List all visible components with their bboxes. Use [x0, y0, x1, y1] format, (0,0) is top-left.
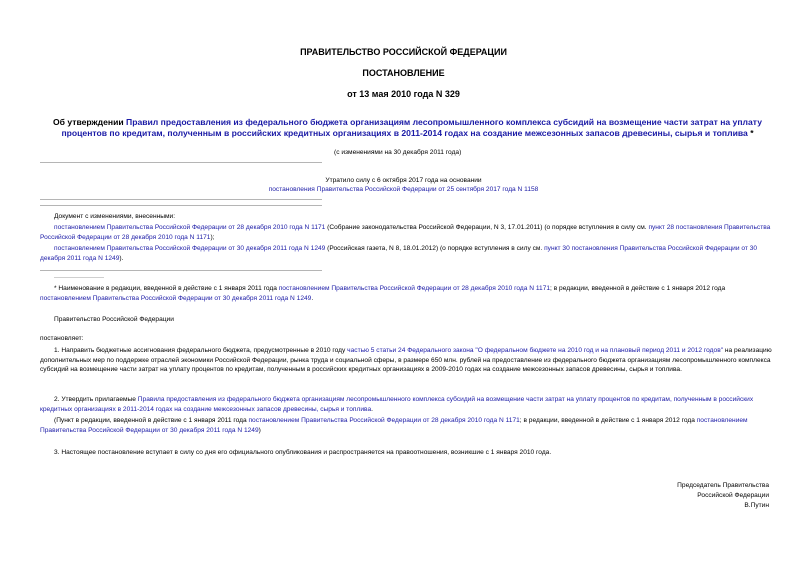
- footnote-1249-link[interactable]: постановлением Правительства Российской Федерации от 30 декабря 2011 года N 1249: [40, 294, 312, 302]
- paragraph-2-note: (Пункт в редакции, введенной в действие с 1 января 2011 года постановлением Правительства Российской Федерации от 28 декабря 2010 года N 1171; в редакции, введенной в действие с 1 января 2012 года постановлением Правительства Российской Федерации от 30 декабря 2011 года N 1249): [40, 417, 748, 434]
- signature-name: В.Путин: [744, 502, 769, 509]
- rules-link[interactable]: Правила предоставления из федерального бюджета организациям лесопромышленного комплекса субсидий на возмещение части затрат на уплату процентов по кредитам, полученным в российских кредитных организациях в 2011-2014 годах на создание межсезонных запасов древесины, сырья и топлива: [40, 396, 754, 413]
- p2-1249-link[interactable]: постановлением Правительства Российской Федерации от 30 декабря 2011 года N 1249: [40, 417, 748, 434]
- issuer: Правительство Российской Федерации: [54, 316, 174, 323]
- document-title: [40, 117, 775, 139]
- change-1171-link[interactable]: постановлением Правительства Российской Федерации от 28 декабря 2010 года N 1171: [54, 224, 326, 231]
- change-1171-clause-link[interactable]: пункт 28 постановления Правительства Российской Федерации от 28 декабря 2010 года N 1171: [40, 224, 771, 241]
- signature-title: Председатель Правительства: [677, 482, 769, 489]
- changes-item-1: постановлением Правительства Российской Федерации от 28 декабря 2010 года N 1171 (Собрание законодательства Российской Федерации, N 3, 17.01.2011) (о порядке вступления в силу см. пункт 28 постановления Правительства Российской Федерации от 28 декабря 2010 года N 1171);: [40, 224, 771, 241]
- paragraph-1: 1. Направить бюджетные ассигнования федерального бюджета, предусмотренные в 2010 году частью 5 статьи 24 Федерального закона "О федеральном бюджете на 2010 год и на плановый период 2011 и 2012 годов" на реализацию дополнительных мер по поддержке отраслей экономики Российской Федерации, рынка труда и социальной сферы, в размере 650 млн. рублей на предоставление из федерального бюджета организациям лесопромышленного комплекса субсидий на возмещение части затрат на уплату процентов по кредитам, полученным в российских кредитных организациях в 2009-2010 годах на создание межсезонных запасов древесины, сырья и топлива.: [40, 347, 772, 373]
- change-1249-clause-link[interactable]: пункт 30 постановления Правительства Российской Федерации от 30 декабря 2011 года N 1249: [40, 245, 758, 262]
- footnote-divider: [54, 277, 104, 278]
- decree-word: постановляет:: [40, 335, 84, 342]
- divider: [40, 199, 322, 200]
- divider: [40, 270, 322, 271]
- date-number-heading: от 13 мая 2010 года N 329: [347, 89, 460, 99]
- footnote: * Наименование в редакции, введенной в действие с 1 января 2011 года постановлением Правительства Российской Федерации от 28 декабря 2010 года N 1171; в редакции, введенной в действие с 1 января 2012 года постановлением Правительства Российской Федерации от 30 декабря 2011 года N 1249.: [40, 285, 726, 302]
- title-prefix: Об утверждении: [53, 117, 127, 127]
- divider: [40, 162, 322, 163]
- lost-force-link[interactable]: постановления Правительства Российской Федерации от 25 сентября 2017 года N 1158: [268, 186, 539, 193]
- federal-law-link[interactable]: частью 5 статьи 24 Федерального закона "О федеральном бюджете на 2010 год и на плановый период 2011 и 2012 годов": [347, 347, 724, 354]
- changes-intro: Документ с изменениями, внесенными:: [54, 213, 176, 220]
- government-heading: ПРАВИТЕЛЬСТВО РОССИЙСКОЙ ФЕДЕРАЦИИ: [300, 47, 507, 57]
- signature-block: [677, 481, 769, 511]
- signature-country: Российской Федерации: [697, 492, 769, 499]
- title-suffix: *: [747, 128, 754, 138]
- footnote-1171-link[interactable]: постановлением Правительства Российской Федерации от 28 декабря 2010 года N 1171: [278, 285, 551, 292]
- divider: [40, 205, 322, 206]
- p2-1171-link[interactable]: постановлением Правительства Российской Федерации от 28 декабря 2010 года N 1171: [248, 417, 520, 424]
- title-rules-link[interactable]: Правил предоставления из федерального бюджета организациям лесопромышленного комплекса субсидий на возмещение части затрат на уплату процентов по кредитам, полученным в российских кредитных организациях в 2011-2014 годах на создание межсезонных запасов древесины, сырья и топлива: [61, 117, 762, 138]
- change-1249-link[interactable]: постановлением Правительства Российской Федерации от 30 декабря 2011 года N 1249: [54, 245, 326, 252]
- changes-item-2: постановлением Правительства Российской Федерации от 30 декабря 2011 года N 1249 (Российская газета, N 8, 18.01.2012) (о порядке вступления в силу см. пункт 30 постановления Правительства Российской Федерации от 30 декабря 2011 года N 1249).: [40, 245, 758, 262]
- document-type-heading: ПОСТАНОВЛЕНИЕ: [362, 68, 445, 78]
- paragraph-3: 3. Настоящее постановление вступает в силу со дня его официального опубликования и распространяется на правоотношения, возникшие с 1 января 2010 года.: [54, 449, 552, 456]
- paragraph-2: 2. Утвердить прилагаемые Правила предоставления из федерального бюджета организациям лесопромышленного комплекса субсидий на возмещение части затрат на уплату процентов по кредитам, полученным в российских кредитных организациях в 2011-2014 годах на создание межсезонных запасов древесины, сырья и топлива.: [40, 396, 754, 413]
- amended-note: (с изменениями на 30 декабря 2011 года): [334, 149, 462, 156]
- lost-force-line: Утратило силу с 6 октября 2017 года на основании: [325, 177, 482, 184]
